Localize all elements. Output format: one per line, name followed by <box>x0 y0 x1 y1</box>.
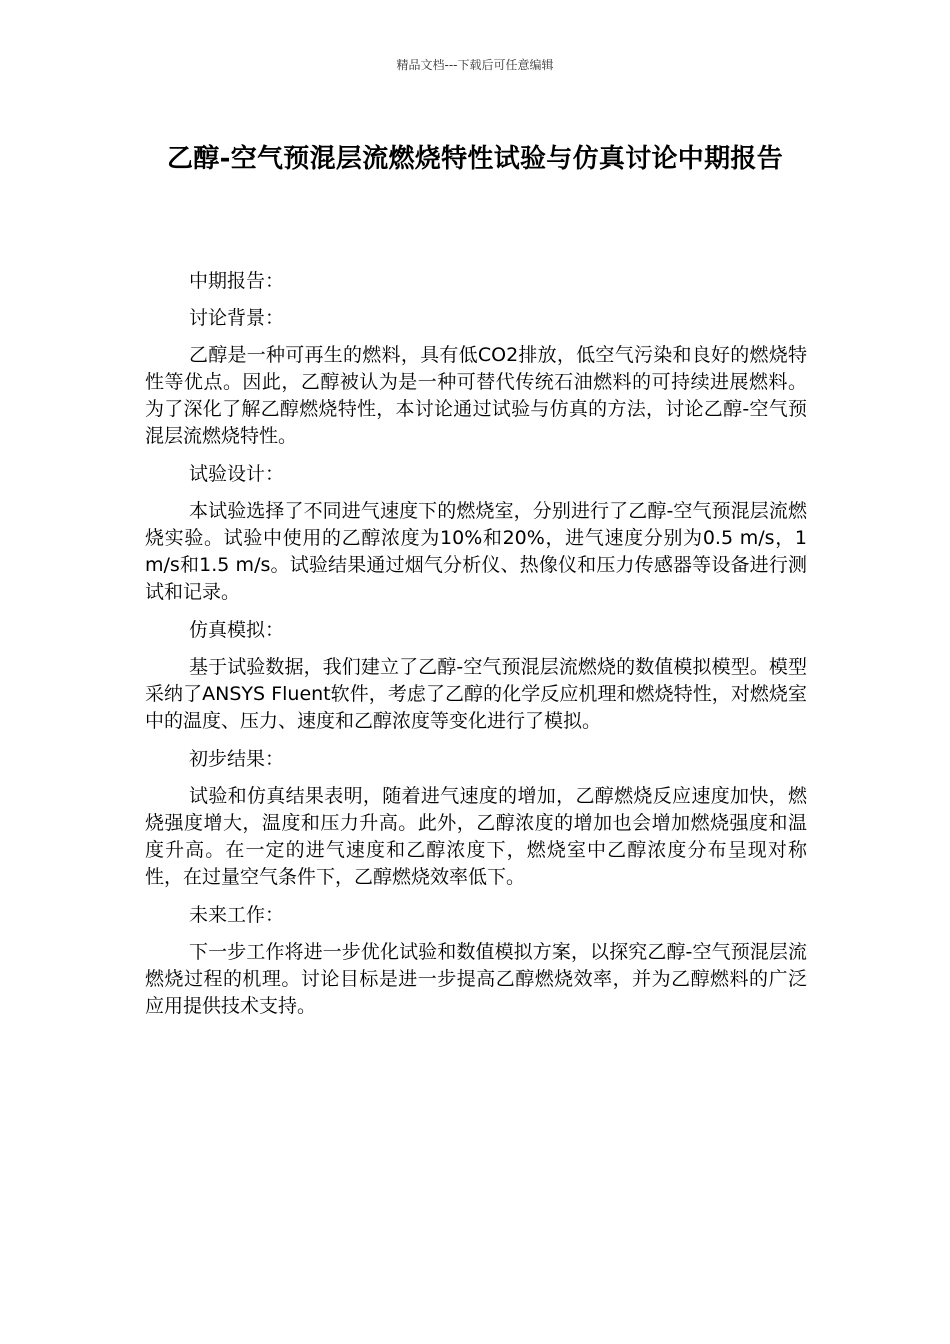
header-note: 精品文档---下载后可任意编辑 <box>396 58 554 72</box>
future-paragraph: 下一步工作将进一步优化试验和数值模拟方案，以探究乙醇-空气预混层流燃烧过程的机理。讨论目标是进一步提高乙醇燃烧效率，并为乙醇燃料的广泛应用提供技术支持。 <box>145 941 807 1017</box>
results-paragraph: 试验和仿真结果表明，随着进气速度的增加，乙醇燃烧反应速度加快，燃烧强度增大，温度和压力升高。此外，乙醇浓度的增加也会增加燃烧强度和温度升高。在一定的进气速度和乙醇浓度下，燃烧室中乙醇浓度分布呈现对称性，在过量空气条件下，乙醇燃烧效率低下。 <box>145 785 807 888</box>
future-heading: 未来工作： <box>189 904 285 926</box>
report-label: 中期报告： <box>189 270 285 292</box>
results-heading: 初步结果： <box>189 748 285 770</box>
document-body <box>145 268 807 1031</box>
simulation-heading: 仿真模拟： <box>189 619 285 641</box>
background-paragraph: 乙醇是一种可再生的燃料，具有低CO2排放，低空气污染和良好的燃烧特性等优点。因此，乙醇被认为是一种可替代传统石油燃料的可持续进展燃料。为了深化了解乙醇燃烧特性，本讨论通过试验与仿真的方法，讨论乙醇-空气预混层流燃烧特性。 <box>145 344 807 447</box>
design-paragraph: 本试验选择了不同进气速度下的燃烧室，分别进行了乙醇-空气预混层流燃烧实验。试验中使用的乙醇浓度为10%和20%，进气速度分别为0.5 m/s，1 m/s和1.5 m/s。试验结果通过烟气分析仪、热像仪和压力传感器等设备进行测试和记录。 <box>145 500 807 603</box>
background-heading: 讨论背景： <box>189 307 285 329</box>
document-title: 乙醇-空气预混层流燃烧特性试验与仿真讨论中期报告 <box>167 144 783 174</box>
design-heading: 试验设计： <box>189 463 285 485</box>
simulation-paragraph: 基于试验数据，我们建立了乙醇-空气预混层流燃烧的数值模拟模型。模型采纳了ANSYS Fluent软件，考虑了乙醇的化学反应机理和燃烧特性，对燃烧室中的温度、压力、速度和乙醇浓度等变化进行了模拟。 <box>145 656 807 732</box>
